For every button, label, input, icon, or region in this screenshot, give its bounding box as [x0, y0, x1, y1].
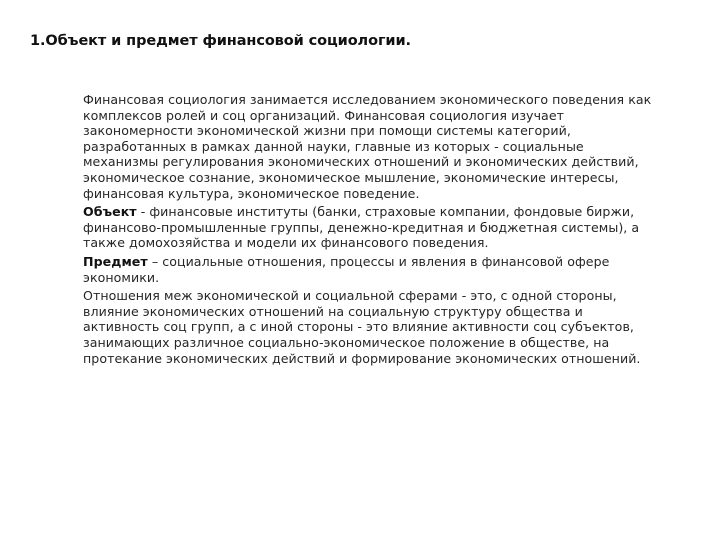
text-line: также домохозяйства и модели их финансового поведения.	[83, 235, 489, 251]
paragraph-intro	[83, 92, 693, 201]
text-line: финансово-промышленные группы, денежно-кредитная и бюджетная системы), а	[83, 219, 640, 235]
text-line: разработанных в рамках данной науки, главные из которых - социальные	[83, 138, 584, 154]
paragraph-subject	[83, 254, 693, 285]
object-term: Объект	[83, 204, 137, 220]
text-line: закономерности экономической жизни при помощи системы категорий,	[83, 123, 571, 139]
text-line: влияние экономических отношений на социальную структуру общества и	[83, 303, 583, 319]
text-line: финансовая культура, экономическое поведение.	[83, 185, 420, 201]
subject-definition-start: – социальные отношения, процессы и явления в финансовой офере	[147, 253, 610, 269]
text-line	[83, 204, 693, 220]
text-line: экономики.	[83, 269, 160, 285]
text-line: экономическое сознание, экономическое мышление, экономические интересы,	[83, 169, 619, 185]
text-line: Финансовая социология занимается исследованием экономического поведения как	[83, 92, 652, 107]
text-line	[83, 254, 693, 270]
text-line: комплексов ролей и соц организаций. Финансовая социология изучает	[83, 107, 565, 123]
subject-term: Предмет	[83, 253, 148, 269]
text-line: протекание экономических действий и формирование экономических отношений.	[83, 350, 641, 366]
paragraph-relations	[83, 288, 693, 366]
paragraph-object	[83, 204, 693, 251]
text-line: механизмы регулирования экономических отношений и экономических действий,	[83, 154, 639, 170]
text-line: Отношения меж экономической и социальной сферами - это, с одной стороны,	[83, 288, 617, 304]
slide-title: 1.Объект и предмет финансовой социологии.	[30, 33, 411, 49]
object-definition-start: - финансовые институты (банки, страховые компании, фондовые биржи,	[136, 204, 635, 220]
text-line: занимающих различное социально-экономическое положение в обществе, на	[83, 334, 610, 350]
slide-body	[83, 92, 693, 366]
text-line: активность соц групп, а с иной стороны - это влияние активности соц субъектов,	[83, 319, 634, 335]
